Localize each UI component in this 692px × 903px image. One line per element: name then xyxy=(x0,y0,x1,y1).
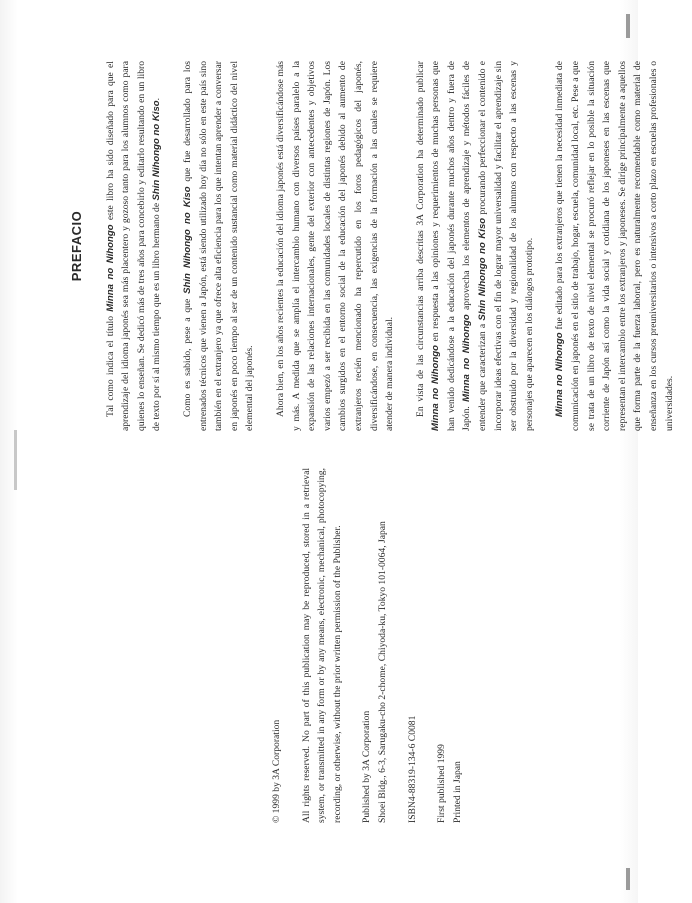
isbn: ISBN4-88319-134-6 C0081 xyxy=(406,715,418,823)
publisher-line: Published by 3A Corporation xyxy=(361,710,373,823)
copyright-notice: © 1999 by 3A Corporation xyxy=(271,719,282,823)
binding-shadow xyxy=(14,430,17,490)
first-published: First published 1999 xyxy=(436,744,448,823)
book-title: Shin Nihongo no Kiso xyxy=(477,217,489,321)
copyright-column xyxy=(269,468,465,823)
edge-mark xyxy=(626,868,630,890)
book-title: Minna no Nihongo xyxy=(554,332,566,417)
printed-in: Printed in Japan xyxy=(451,761,463,823)
publisher-address: Shoei Bldg., 6-3, Sarugaku-cho 2-chome, Chiyoda-ku, Tokyo 101-0064, Japan xyxy=(376,521,388,823)
preface-paragraph: Como es sabido, pese a que Shin Nihongo no Kiso que fue desarrollado para los entrenados técnicos que vienen a Japón, está siendo utilizado hoy día no sólo en este país sino también en el extranjero ya que ofrece alta eficiencia para los que intentan aprender a conversar en japonés en poco tiempo al ser de un contenido sustancial como material didáctico del nivel elemental del japonés. xyxy=(181,60,256,431)
book-title: Shin Nihongo no Kiso xyxy=(151,100,163,201)
book-title: Minna no Nihongo xyxy=(104,224,116,312)
page-title: PREFACIO xyxy=(69,210,84,282)
edge-mark xyxy=(626,14,630,38)
book-title: Minna no Nihongo xyxy=(430,345,442,431)
preface-paragraph: Ahora bien, en los años recientes la educación del idioma japonés está diversificándose más y más. A medida que se amplía el intercambio humano con diversos países paralelo a la expansión de las relaciones internacionales, gente del exterior con antecedentes y objetivos varios empezó a ser recibida en las comunidades locales de distintas regiones de Japón. Los cambios surgidos en el entorno social de la educación del japonés debido al aumento de extranjeros recién mencionado ha repercutido en los foros pedagógicos del japonés, diversificándose, en consecuencia, las exigencias de la formación a las cuales se requiere atender de manera individual. xyxy=(274,61,396,431)
rotated-spread xyxy=(39,51,675,851)
preface-paragraph: Minna no Nihongo fue editado para los extranjeros que tienen la necesidad inmediata de comunicación en japonés en el sitio de trabajo, hogar, escuela, comunidad local, etc. Pese a que se trata de un libro de texto de nivel elemental se procuró reflejar en lo posible la situación corriente de Japón así como la vida social y cotidiana de los japoneses en las escenas que representan el intercambio entre los extranjeros y japoneses. Se dirige principalmente a aquellos que forma parte de la fuerza laboral, pero es naturalmente recomendable como material de enseñanza en los cursos preuniversitarios o intensivos a corto plazo en escuelas profesionales o universidades. xyxy=(554,61,675,431)
preface-paragraph: En vista de las circunstancias arriba descritas 3A Corporation ha determinado publicar Minna no Nihongo en respuesta a las opiniones y requerimientos de muchas personas que han venido dedicándose a la educación del japonés durante muchos años dentro y fuera de Japón. Minna no Nihongo aprovecha los elementos de aprendizaje y métodos fáciles de entender que caracterizan a Shin Nihongo no Kiso procurando perfeccionar el contenido e incorporar ideas efectivas con el fin de lograr mayor universalidad y facilitar el aprendizaje sin ser obstruido por la diversidad y regionalidad de los alumnos con respecto a las escenas y personajes que aparecen en los diálogos prototipo. xyxy=(414,61,535,431)
preface-column xyxy=(69,61,692,431)
rights-statement: All rights reserved. No part of this publication may be reproduced, stored in a retrieval system, or transmitted in any form or by any means, electronic, mechanical, photocopying, recording, or otherwise, without the prior written permission of the Publisher. xyxy=(300,468,343,823)
book-title: Shin Nihongo no Kiso xyxy=(181,186,193,294)
book-title: Minna no Nihongo xyxy=(461,314,473,402)
preface-paragraph: Tal como indica el título Minna no Nihongo este libro ha sido diseñado para que el aprendizaje del idioma japonés sea más placentero y gozoso tanto para los alumnos como para quienes lo enseñan. Se dedicó más de tres años para concebirlo y editarlo resultando en un libro de texto por sí al mismo tiempo que es un libro hermano de Shin Nihongo no Kiso. xyxy=(104,61,163,431)
